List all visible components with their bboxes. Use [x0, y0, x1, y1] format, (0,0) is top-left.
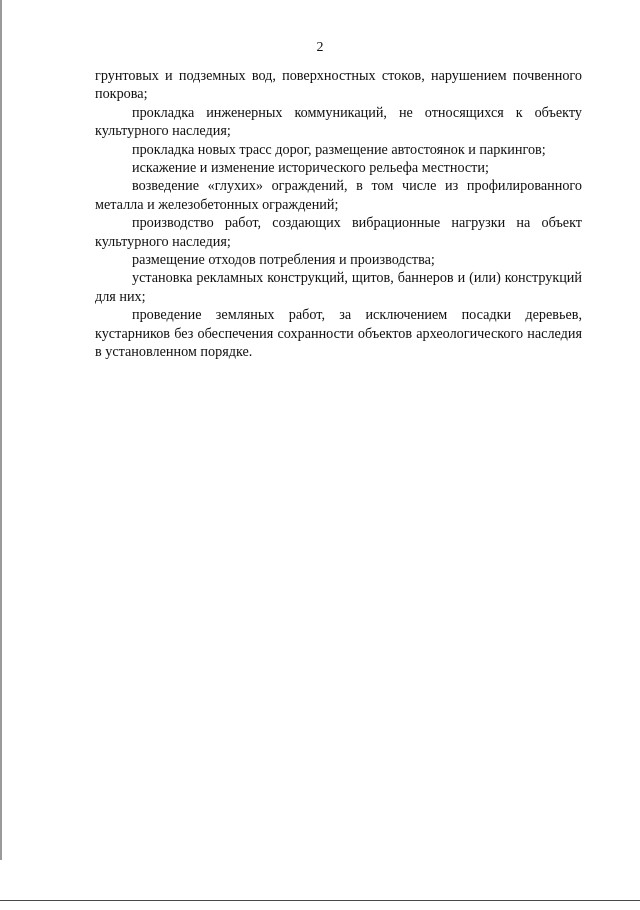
- scan-edge-left: [0, 0, 2, 860]
- paragraph: возведение «глухих» ограждений, в том числе из профилированного металла и железобетонных ограждений;: [95, 178, 582, 213]
- paragraph: искажение и изменение исторического рельефа местности;: [132, 160, 489, 177]
- page-number: 2: [316, 40, 324, 55]
- paragraph: проведение земляных работ, за исключением посадки деревьев, кустарников без обеспечения сохранности объектов археологического наследия в установленном порядке.: [95, 307, 582, 361]
- paragraph: прокладка инженерных коммуникаций, не относящихся к объекту культурного наследия;: [95, 104, 582, 140]
- paragraph: грунтовых и подземных вод, поверхностных стоков, нарушением почвенного покрова;: [95, 68, 582, 103]
- paragraph: прокладка новых трасс дорог, размещение автостоянок и паркингов;: [132, 141, 546, 158]
- paragraph: установка рекламных конструкций, щитов, баннеров и (или) конструкций для них;: [95, 270, 582, 305]
- document-body: [95, 67, 582, 362]
- paragraph: размещение отходов потребления и производства;: [132, 252, 435, 269]
- paragraph: производство работ, создающих вибрационные нагрузки на объект культурного наследия;: [95, 215, 582, 250]
- scan-edge-bottom: [0, 900, 640, 901]
